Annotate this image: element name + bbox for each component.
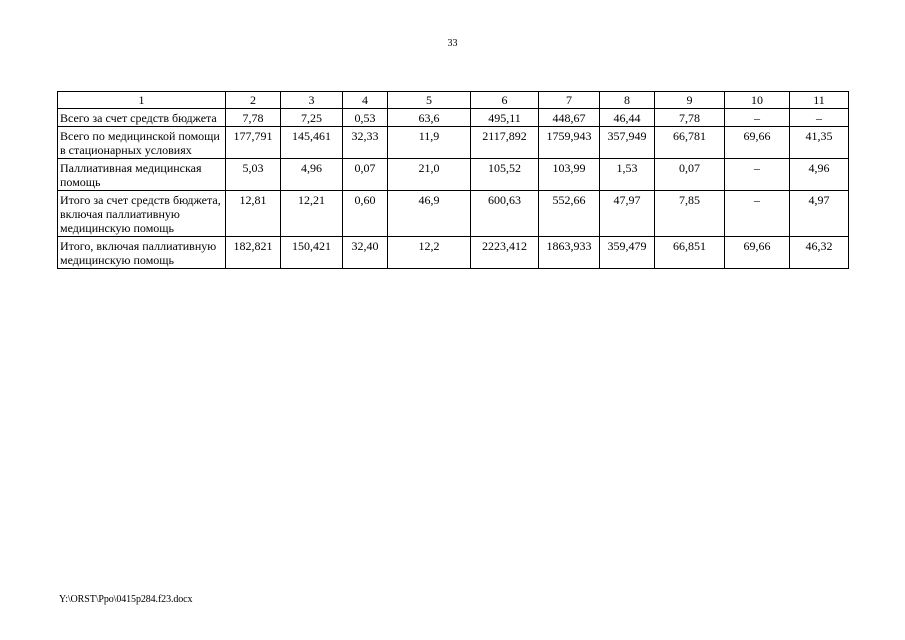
table-cell: 47,97	[600, 191, 655, 237]
table-cell: 177,791	[226, 127, 281, 159]
footer-file-path: Y:\ORST\Ppo\0415p284.f23.docx	[59, 594, 193, 605]
table-cell: 7,85	[655, 191, 725, 237]
table-cell: 7,78	[226, 109, 281, 127]
column-header: 9	[655, 92, 725, 109]
table-row	[58, 237, 849, 269]
table-cell: 12,81	[226, 191, 281, 237]
table-cell: 2223,412	[471, 237, 539, 269]
table-cell: 150,421	[281, 237, 343, 269]
table-cell: –	[725, 109, 790, 127]
table-cell: 105,52	[471, 159, 539, 191]
table-cell: 1,53	[600, 159, 655, 191]
table-cell: 66,781	[655, 127, 725, 159]
table-cell: 0,07	[343, 159, 388, 191]
table-cell: 495,11	[471, 109, 539, 127]
table-cell: 32,40	[343, 237, 388, 269]
table-cell: 448,67	[539, 109, 600, 127]
table-cell: 4,97	[790, 191, 849, 237]
column-header: 1	[58, 92, 226, 109]
table-cell: 182,821	[226, 237, 281, 269]
table-cell: 5,03	[226, 159, 281, 191]
table-cell: 0,53	[343, 109, 388, 127]
table-cell: 69,66	[725, 127, 790, 159]
table-cell: 12,2	[388, 237, 471, 269]
table-cell: 103,99	[539, 159, 600, 191]
table-cell: –	[790, 109, 849, 127]
table-cell: –	[725, 191, 790, 237]
table-cell: 0,60	[343, 191, 388, 237]
table-cell: 359,479	[600, 237, 655, 269]
row-label: Итого за счет средств бюджета, включая паллиативную медицинскую помощь	[58, 191, 226, 237]
table-cell: 600,63	[471, 191, 539, 237]
table-cell: 145,461	[281, 127, 343, 159]
table-cell: –	[725, 159, 790, 191]
row-label: Всего по медицинской помощи в стационарных условиях	[58, 127, 226, 159]
table-cell: 46,9	[388, 191, 471, 237]
column-header: 7	[539, 92, 600, 109]
column-header: 2	[226, 92, 281, 109]
table-row	[58, 159, 849, 191]
column-header: 11	[790, 92, 849, 109]
table-cell: 4,96	[281, 159, 343, 191]
table-cell: 1759,943	[539, 127, 600, 159]
data-table	[57, 91, 849, 269]
row-label: Итого, включая паллиативную медицинскую помощь	[58, 237, 226, 269]
table-cell: 66,851	[655, 237, 725, 269]
table-cell: 41,35	[790, 127, 849, 159]
table-cell: 69,66	[725, 237, 790, 269]
column-header: 5	[388, 92, 471, 109]
column-header: 10	[725, 92, 790, 109]
table-cell: 7,25	[281, 109, 343, 127]
column-number-header-row	[58, 92, 849, 109]
table-cell: 46,44	[600, 109, 655, 127]
table-cell: 2117,892	[471, 127, 539, 159]
table-cell: 12,21	[281, 191, 343, 237]
table-cell: 0,07	[655, 159, 725, 191]
table-cell: 4,96	[790, 159, 849, 191]
row-label: Всего за счет средств бюджета	[58, 109, 226, 127]
page-number: 33	[447, 38, 458, 49]
column-header: 6	[471, 92, 539, 109]
table-cell: 357,949	[600, 127, 655, 159]
table-cell: 21,0	[388, 159, 471, 191]
table-row	[58, 109, 849, 127]
table-cell: 552,66	[539, 191, 600, 237]
table-cell: 46,32	[790, 237, 849, 269]
row-label: Паллиативная медицинская помощь	[58, 159, 226, 191]
table-cell: 1863,933	[539, 237, 600, 269]
table-cell: 32,33	[343, 127, 388, 159]
table-row	[58, 191, 849, 237]
column-header: 3	[281, 92, 343, 109]
column-header: 4	[343, 92, 388, 109]
table-cell: 63,6	[388, 109, 471, 127]
table-row	[58, 127, 849, 159]
table-cell: 11,9	[388, 127, 471, 159]
table-cell: 7,78	[655, 109, 725, 127]
column-header: 8	[600, 92, 655, 109]
